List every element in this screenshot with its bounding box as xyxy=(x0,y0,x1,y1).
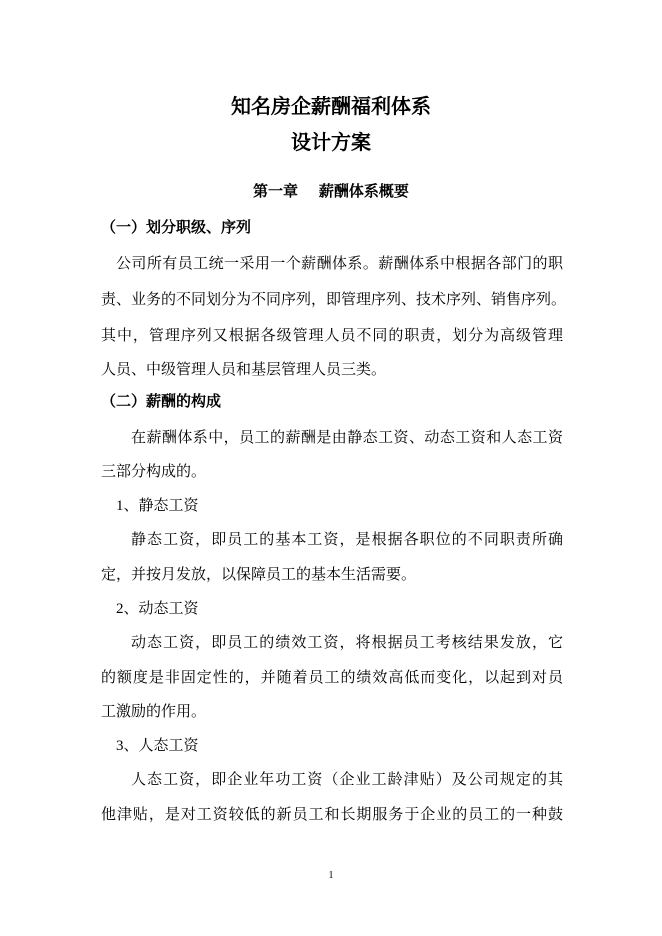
document-title-line1: 知名房企薪酬福利体系 xyxy=(231,94,431,118)
subsection-number: 1、 xyxy=(116,498,139,514)
paragraph-line: 公司所有员工统一采用一个薪酬体系。薪酬体系中根据各部门的职 xyxy=(116,254,563,272)
paragraph-line: 的额度是非固定性的，并随着员工的绩效高低而变化，以起到对员 xyxy=(101,668,563,686)
subsection-title: 静态工资 xyxy=(138,496,199,514)
subsection-heading xyxy=(116,494,578,517)
section-heading: （二）薪酬的构成 xyxy=(101,392,222,410)
paragraph-line: 人态工资，即企业年功工资（企业工龄津贴）及公司规定的其 xyxy=(131,770,563,788)
paragraph-line: 在薪酬体系中，员工的薪酬是由静态工资、动态工资和人态工资 xyxy=(131,428,563,446)
section-heading: （一）划分职级、序列 xyxy=(101,218,252,236)
paragraph-line: 三部分构成的。 xyxy=(101,462,207,480)
document-title-line2: 设计方案 xyxy=(291,130,371,154)
subsection-number: 3、 xyxy=(116,738,139,754)
paragraph-line: 人员、中级管理人员和基层管理人员三类。 xyxy=(101,360,387,378)
subsection-heading xyxy=(116,597,578,620)
page-number: 1 xyxy=(328,870,334,881)
paragraph-line: 静态工资，即员工的基本工资，是根据各职位的不同职责所确 xyxy=(131,530,563,548)
subsection-heading xyxy=(116,734,578,757)
paragraph-line: 工激励的作用。 xyxy=(101,702,207,720)
chapter-title: 第一章 薪酬体系概要 xyxy=(253,182,409,200)
paragraph-line: 责、业务的不同划分为不同序列，即管理序列、技术序列、销售序列。 xyxy=(101,290,567,308)
paragraph-line: 定，并按月发放，以保障员工的基本生活需要。 xyxy=(101,565,417,583)
paragraph-line: 动态工资，即员工的绩效工资，将根据员工考核结果发放，它 xyxy=(131,633,563,651)
subsection-title: 人态工资 xyxy=(138,736,199,754)
paragraph-line: 其中，管理序列又根据各级管理人员不同的职责，划分为高级管理 xyxy=(101,326,563,344)
paragraph-line: 他津贴，是对工资较低的新员工和长期服务于企业的员工的一种鼓 xyxy=(101,805,563,823)
subsection-number: 2、 xyxy=(116,601,139,617)
subsection-title: 动态工资 xyxy=(138,599,199,617)
